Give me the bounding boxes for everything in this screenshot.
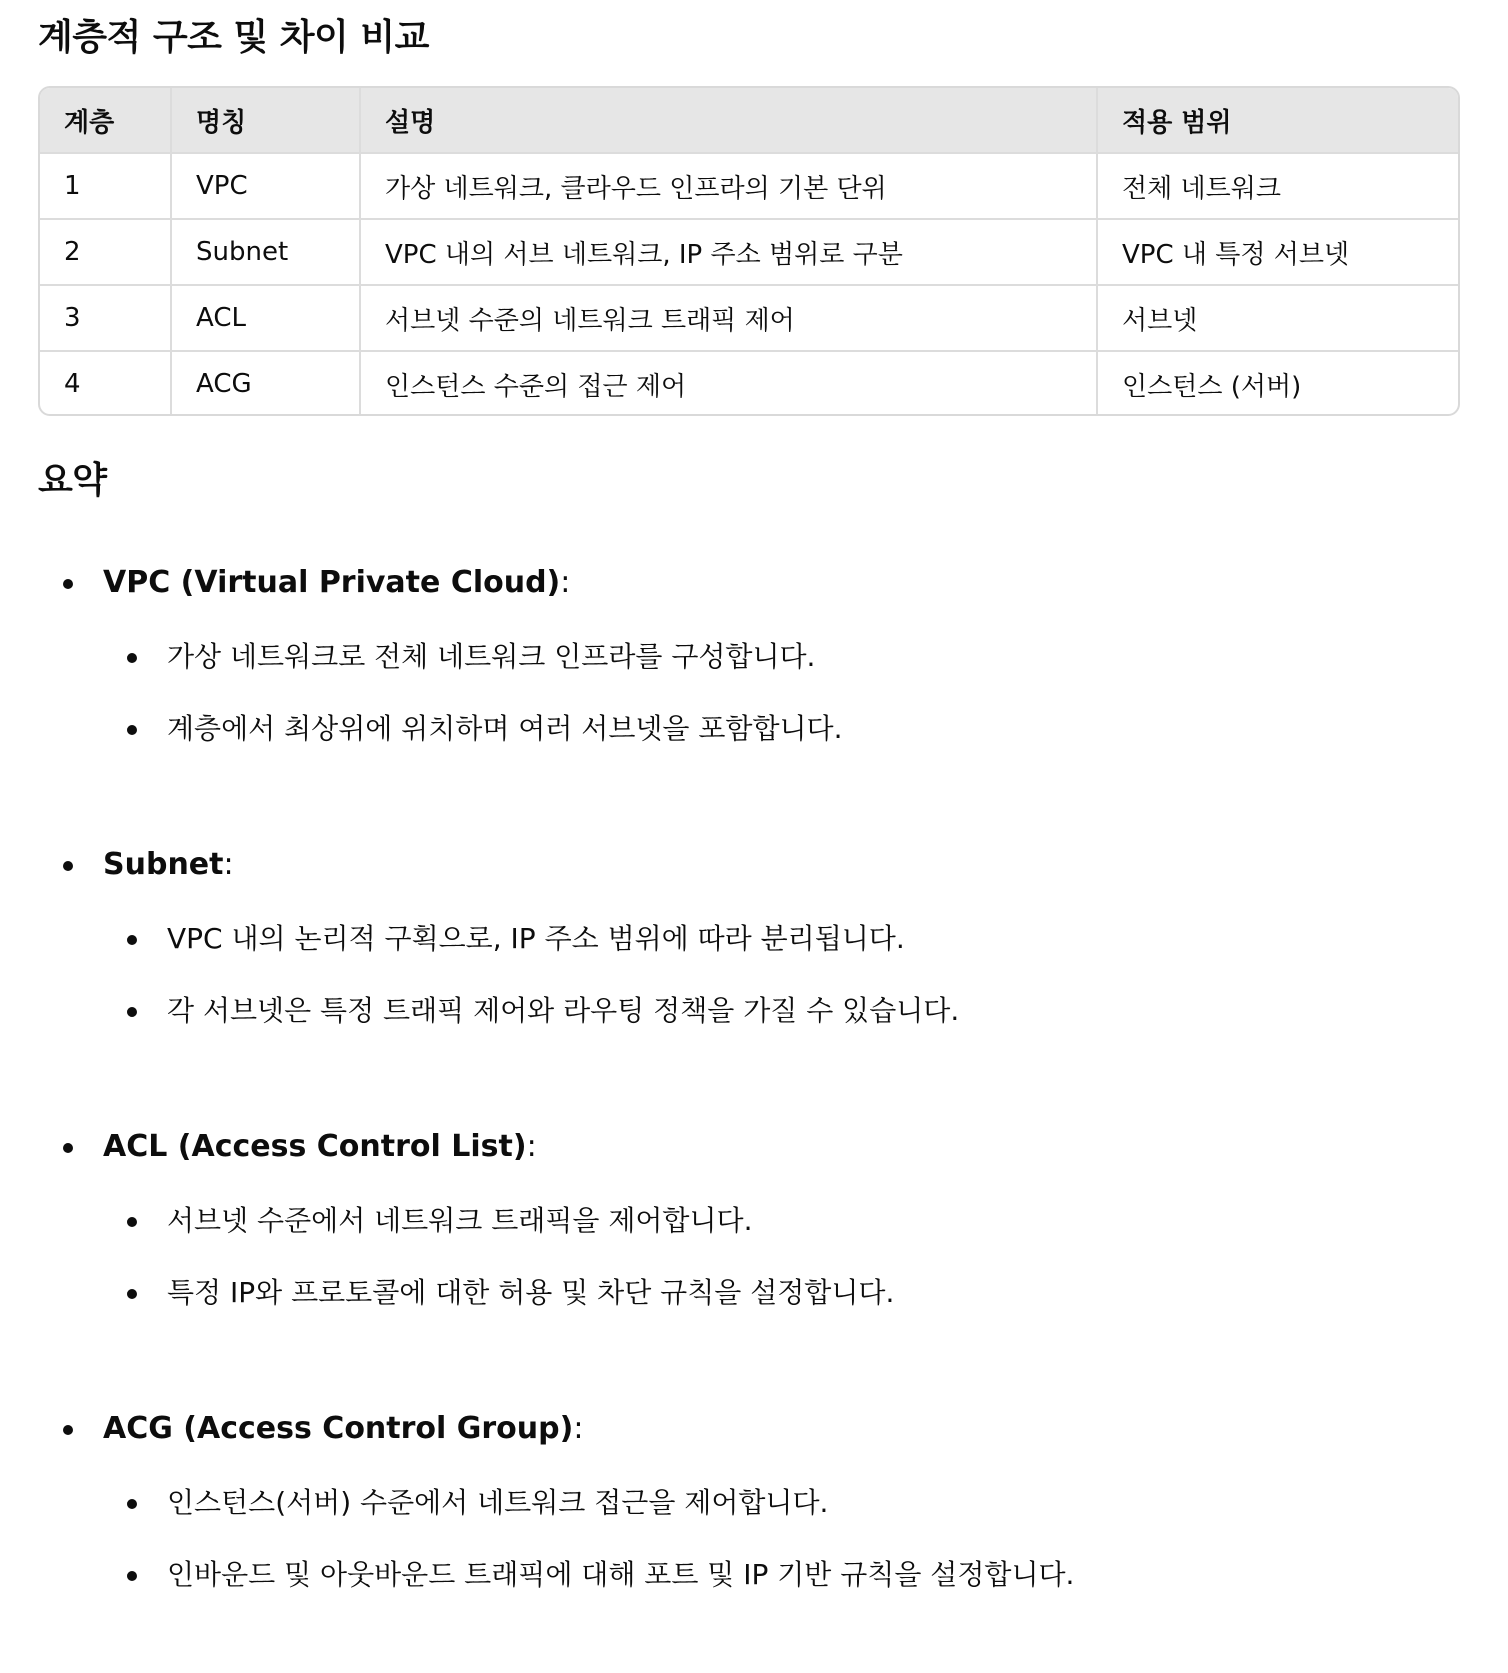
- list-item: [38, 693, 1438, 765]
- cell-description: 서브넷 수준의 네트워크 트래픽 제어: [360, 285, 1097, 351]
- table-row: [40, 153, 1458, 219]
- list-item: [38, 1257, 1438, 1329]
- term-colon: :: [223, 847, 234, 882]
- bullet-icon: [127, 1571, 137, 1581]
- summary-heading: 요약: [38, 460, 107, 501]
- point-text: 가상 네트워크로 전체 네트워크 인프라를 구성합니다.: [167, 640, 816, 673]
- bullet-icon: [127, 935, 137, 945]
- cell-name: ACL: [171, 285, 360, 351]
- term-colon: :: [573, 1411, 584, 1446]
- summary-item-subnet: [38, 827, 1438, 1047]
- table-header-row: [40, 88, 1458, 153]
- summary-item-vpc: [38, 545, 1438, 765]
- bullet-icon: [127, 725, 137, 735]
- bullet-icon: [127, 653, 137, 663]
- comparison-table: [38, 86, 1460, 416]
- term-name: ACG (Access Control Group): [103, 1411, 574, 1446]
- point-text: VPC 내의 논리적 구획으로, IP 주소 범위에 따라 분리됩니다.: [167, 922, 905, 955]
- summary-item-title: [38, 545, 1438, 621]
- point-text: 인스턴스(서버) 수준에서 네트워크 접근을 제어합니다.: [167, 1486, 829, 1519]
- cell-scope: 전체 네트워크: [1097, 153, 1458, 219]
- bullet-icon: [63, 579, 73, 589]
- cell-layer: 1: [40, 153, 171, 219]
- table-row: [40, 219, 1458, 285]
- summary-item-title: [38, 827, 1438, 903]
- summary-list: [38, 545, 1438, 1673]
- term-name: VPC (Virtual Private Cloud): [103, 565, 561, 600]
- list-item: [38, 975, 1438, 1047]
- list-item: [38, 621, 1438, 693]
- bullet-icon: [127, 1499, 137, 1509]
- table-row: [40, 285, 1458, 351]
- cell-layer: 2: [40, 219, 171, 285]
- cell-name: VPC: [171, 153, 360, 219]
- summary-item-acg: [38, 1391, 1438, 1611]
- cell-scope: VPC 내 특정 서브넷: [1097, 219, 1458, 285]
- table-row: [40, 351, 1458, 416]
- list-item: [38, 1467, 1438, 1539]
- bullet-icon: [127, 1007, 137, 1017]
- cell-name: Subnet: [171, 219, 360, 285]
- point-text: 특정 IP와 프로토콜에 대한 허용 및 차단 규칙을 설정합니다.: [167, 1276, 895, 1309]
- term-name: Subnet: [103, 847, 224, 882]
- bullet-icon: [63, 1143, 73, 1153]
- summary-item-acl: [38, 1109, 1438, 1329]
- bullet-icon: [63, 1425, 73, 1435]
- list-item: [38, 903, 1438, 975]
- bullet-icon: [63, 861, 73, 871]
- hierarchy-heading: 계층적 구조 및 차이 비교: [38, 17, 429, 58]
- header-name: 명칭: [171, 88, 360, 153]
- cell-scope: 인스턴스 (서버): [1122, 371, 1302, 402]
- point-text: 각 서브넷은 특정 트래픽 제어와 라우팅 정책을 가질 수 있습니다.: [167, 994, 960, 1027]
- header-description: 설명: [360, 88, 1097, 153]
- header-layer: 계층: [40, 88, 171, 153]
- bullet-icon: [127, 1289, 137, 1299]
- cell-layer: 3: [40, 285, 171, 351]
- term-name: ACL (Access Control List): [103, 1129, 527, 1164]
- cell-name: ACG: [171, 351, 360, 416]
- header-scope: 적용 범위: [1097, 88, 1458, 153]
- summary-item-title: [38, 1109, 1438, 1185]
- cell-description: 인스턴스 수준의 접근 제어: [360, 351, 1097, 416]
- bullet-icon: [127, 1217, 137, 1227]
- point-text: 서브넷 수준에서 네트워크 트래픽을 제어합니다.: [167, 1204, 753, 1237]
- list-item: [38, 1539, 1438, 1611]
- cell-layer: 4: [40, 351, 171, 416]
- term-colon: :: [526, 1129, 537, 1164]
- cell-description: VPC 내의 서브 네트워크, IP 주소 범위로 구분: [360, 219, 1097, 285]
- cell-scope: 서브넷: [1097, 285, 1458, 351]
- summary-item-title: [38, 1391, 1438, 1467]
- point-text: 계층에서 최상위에 위치하며 여러 서브넷을 포함합니다.: [167, 712, 843, 745]
- cell-description: 가상 네트워크, 클라우드 인프라의 기본 단위: [360, 153, 1097, 219]
- point-text: 인바운드 및 아웃바운드 트래픽에 대해 포트 및 IP 기반 규칙을 설정합니다.: [167, 1558, 1075, 1591]
- list-item: [38, 1185, 1438, 1257]
- term-colon: :: [560, 565, 571, 600]
